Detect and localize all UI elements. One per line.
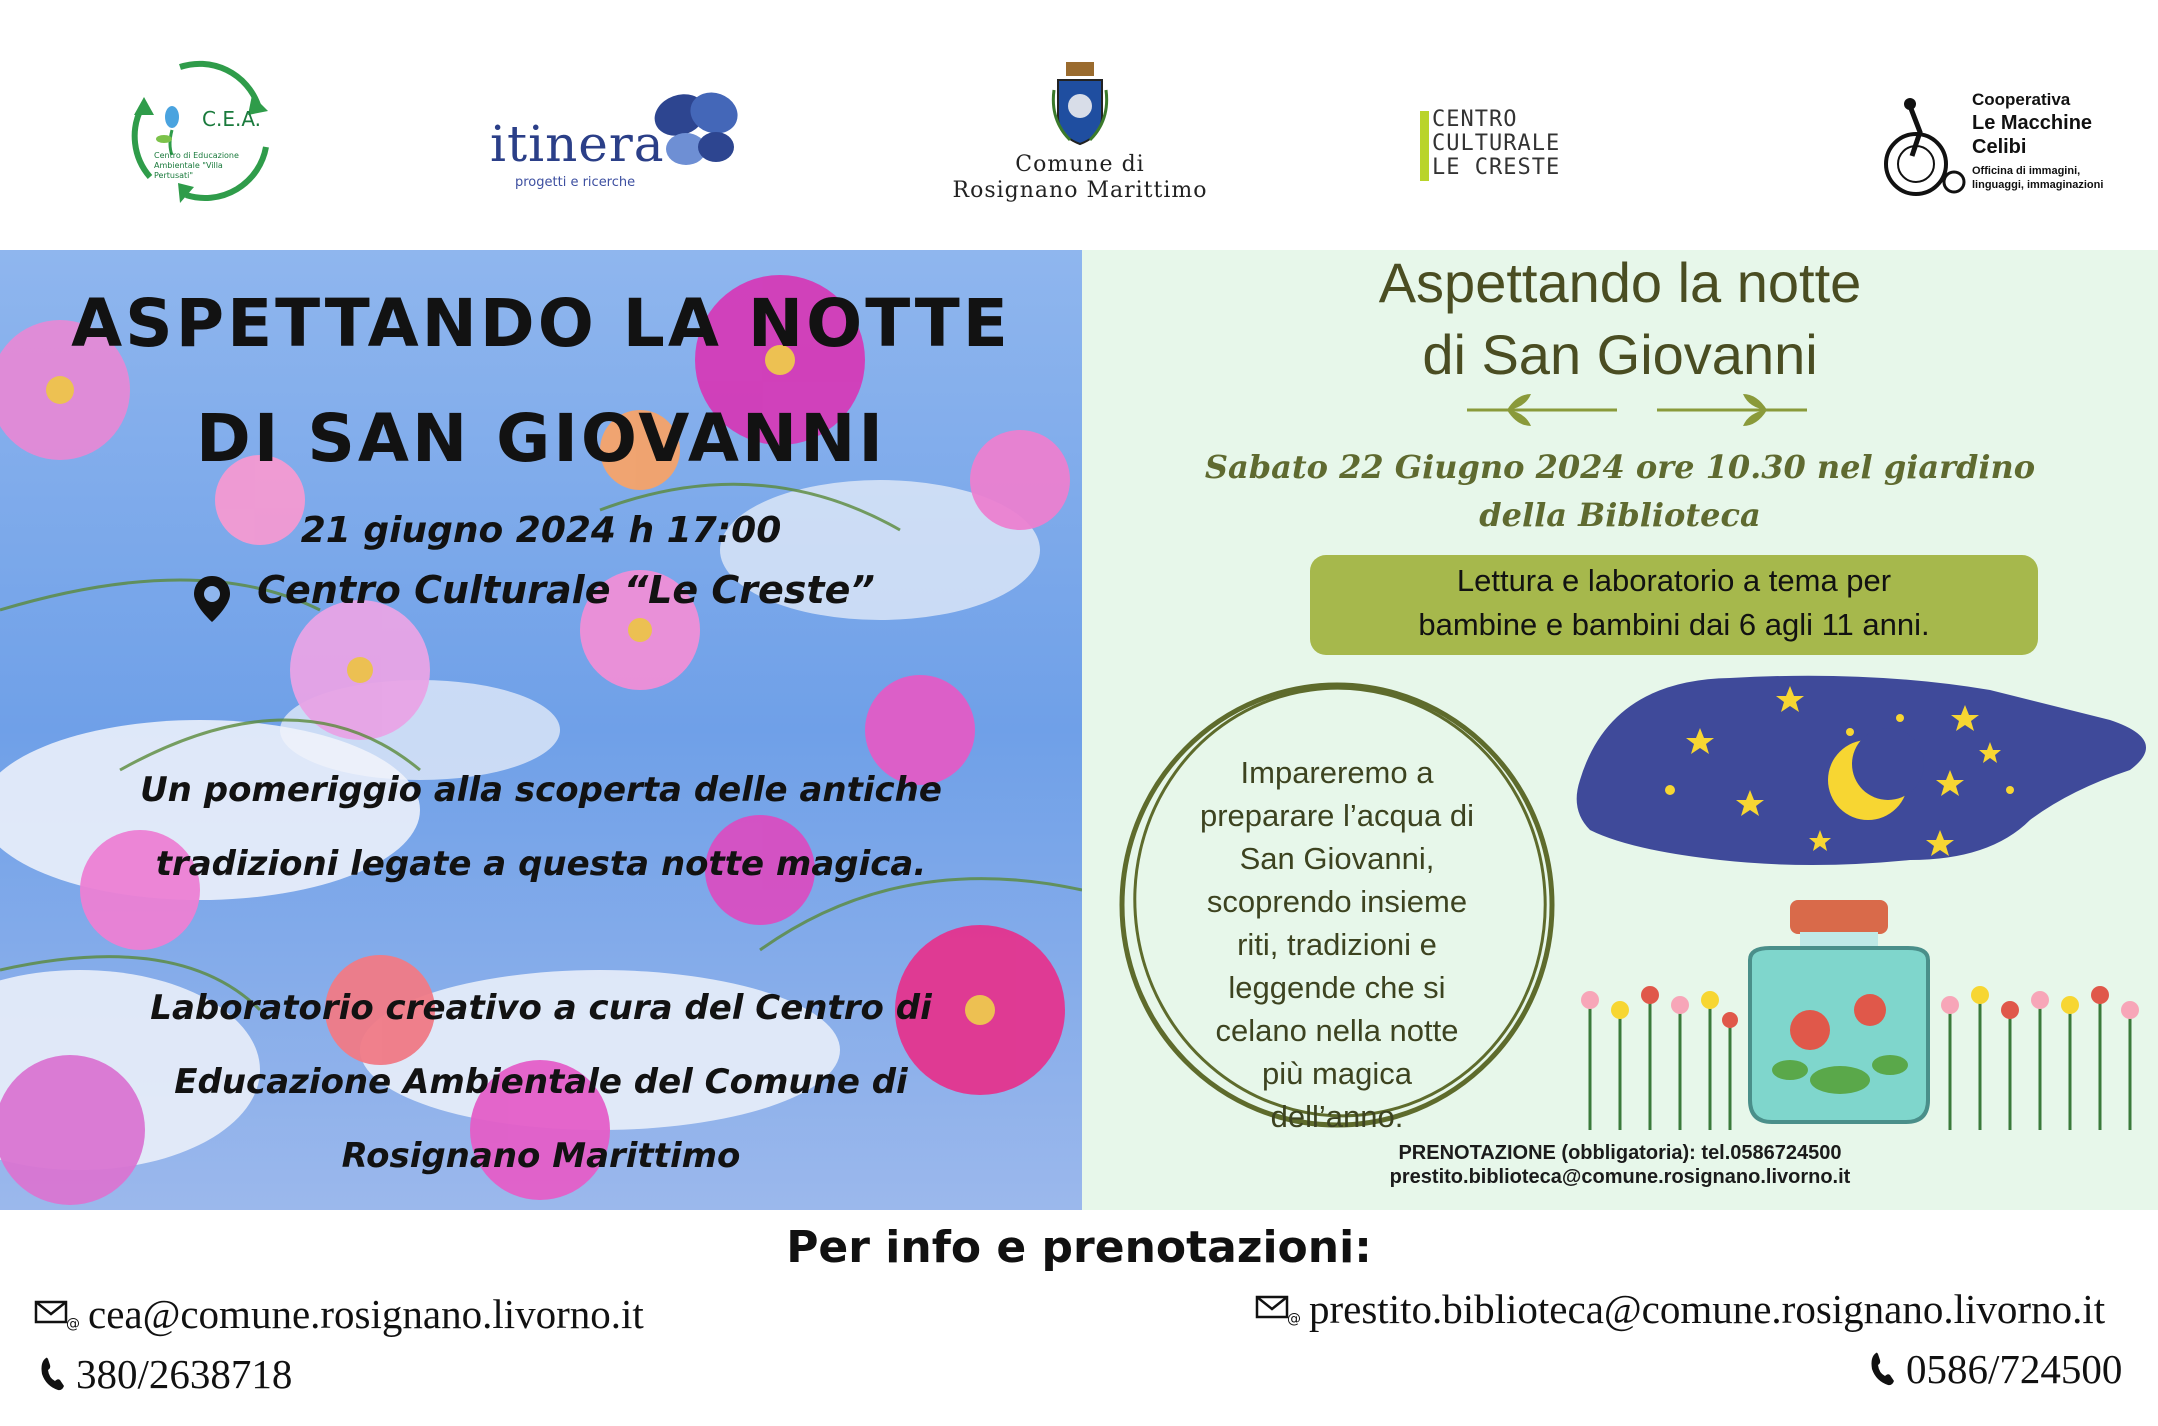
activity-line2: preparare l’acqua di	[1199, 798, 1474, 833]
right-title-line1: Aspettando la notte	[1378, 251, 1862, 314]
left-event-date: 21 giugno 2024 h 17:00	[300, 510, 782, 551]
cea-logo	[120, 55, 280, 205]
contact-phone-right	[1870, 1345, 2122, 1393]
prenotazione-line1: PRENOTAZIONE (obbligatoria): tel.0586724500	[1398, 1142, 1842, 1164]
contact-phone-left-text[interactable]: 380/2638718	[76, 1351, 293, 1397]
itinera-subtitle: progetti e ricerche	[515, 175, 636, 190]
activity-line4: scoprendo insieme	[1206, 884, 1468, 919]
itinera-logo	[490, 85, 730, 200]
svg-text:@: @	[66, 1316, 80, 1332]
workshop-info-line2: bambine e bambini dai 6 agli 11 anni.	[1418, 607, 1930, 642]
jar-icon	[1750, 900, 1928, 1122]
left-event-panel	[0, 250, 1082, 1210]
left-title-line2: DI SAN GIOVANNI	[196, 400, 886, 477]
creste-line2: CULTURALE	[1432, 131, 1561, 156]
activity-line7: celano nella notte	[1215, 1013, 1459, 1048]
contact-phone-right-text[interactable]: 0586/724500	[1906, 1346, 2123, 1392]
activity-circle	[1102, 670, 1572, 1140]
right-title-line2: di San Giovanni	[1422, 323, 1818, 386]
phone-icon	[40, 1356, 66, 1392]
right-event-date-line1: Sabato 22 Giugno 2024 ore 10.30 nel giardino	[1204, 448, 2036, 486]
left-title-line1: ASPETTANDO LA NOTTE	[71, 285, 1011, 362]
mail-icon	[34, 1298, 78, 1330]
cooperativa-line3: Celibi	[1972, 136, 2027, 158]
cooperativa-line1: Cooperativa	[1972, 90, 2071, 109]
cooperativa-logo	[1880, 88, 2140, 218]
cooperativa-line4: Officina di immagini, linguaggi, immaginazioni	[1972, 165, 2104, 191]
contact-email-right	[1255, 1285, 2105, 1333]
creste-accent-bar	[1420, 111, 1429, 181]
leaf-divider-icon	[1467, 390, 1807, 430]
cooperativa-line2: Le Macchine	[1972, 112, 2093, 134]
activity-line1: Impareremo a	[1240, 755, 1434, 790]
footer-title: Per info e prenotazioni:	[786, 1222, 1372, 1273]
centro-culturale-logo	[1432, 108, 1602, 188]
left-event-place: Centro Culturale “Le Creste”	[257, 568, 875, 612]
night-jar-illustration	[1570, 660, 2158, 1130]
left-description-line1: Un pomeriggio alla scoperta delle antiche	[140, 770, 942, 810]
contact-email-left	[34, 1290, 644, 1338]
creste-line3: LE CRESTE	[1432, 155, 1561, 180]
right-event-date-line2: della Biblioteca	[1479, 496, 1761, 534]
left-description-line2: tradizioni legate a questa notte magica.	[155, 844, 927, 884]
activity-line3: San Giovanni,	[1239, 841, 1435, 876]
coat-of-arms-icon	[1050, 60, 1110, 146]
activity-line9: dell’anno.	[1270, 1099, 1404, 1134]
workshop-info-line1: Lettura e laboratorio a tema per	[1456, 563, 1892, 598]
mail-icon	[1255, 1293, 1299, 1325]
right-event-panel	[1082, 250, 2158, 1210]
activity-line5: riti, tradizioni e	[1237, 927, 1437, 962]
contact-phone-left	[40, 1350, 292, 1398]
prenotazione-line2: prestito.biblioteca@comune.rosignano.livorno.it	[1389, 1166, 1851, 1188]
creste-line1: CENTRO	[1432, 107, 1518, 132]
activity-line8: più magica	[1262, 1056, 1412, 1091]
bicycle-rider-icon	[1880, 96, 1966, 206]
comune-line2: Rosignano Marittimo	[952, 178, 1208, 203]
cea-subtitle: Centro di Educazione Ambientale "Villa Pertusati"	[154, 151, 239, 180]
workshop-info-box	[1310, 555, 2038, 655]
contact-email-left-text[interactable]: cea@comune.rosignano.livorno.it	[88, 1291, 644, 1337]
comune-logo	[930, 60, 1230, 210]
svg-text:@: @	[1287, 1311, 1301, 1327]
cea-title: C.E.A.	[202, 107, 262, 131]
itinera-name: itinera	[490, 115, 665, 173]
partner-logos-strip	[0, 0, 2158, 250]
activity-line6: leggende che si	[1228, 970, 1446, 1005]
contact-email-right-text[interactable]: prestito.biblioteca@comune.rosignano.livorno.it	[1309, 1286, 2106, 1332]
comune-line1: Comune di	[1015, 152, 1145, 177]
left-lab-line1: Laboratorio creativo a cura del Centro di	[150, 988, 932, 1028]
left-lab-line3: Rosignano Marittimo	[341, 1136, 741, 1176]
left-lab-line2: Educazione Ambientale del Comune di	[174, 1062, 908, 1102]
phone-icon	[1870, 1351, 1896, 1387]
